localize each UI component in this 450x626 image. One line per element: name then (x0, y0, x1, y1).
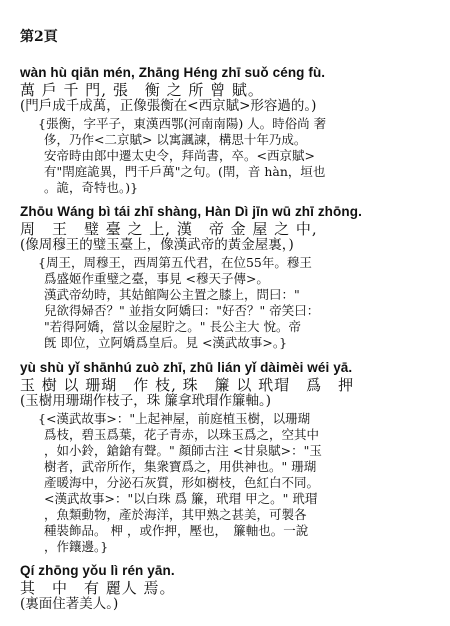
note-line: ，如小鈴，鎗鎗有聲。" 顏師古注 <甘泉賦>："玉 (44, 443, 322, 458)
translation-line-4: (裏面住著美人。) (20, 596, 119, 612)
page-number: 第2頁 (20, 29, 58, 45)
pinyin-line-2: Zhōu Wáng bì tái zhī shàng, Hàn Dì jīn wū zhī zhōng. (20, 204, 362, 219)
note-line: 樹者，武帝所作，集衆寶爲之，用供神也。" 珊瑚 (44, 459, 317, 474)
note-line: 產暖海中，分泌石灰質，形如樹枝，色紅白不同。 (44, 475, 320, 490)
note-line: "若得阿嬌，當以金屋貯之。" 長公主大 悅。帝 (44, 319, 301, 334)
note-line: ，作鑲邊。} (44, 539, 109, 554)
hanzi-line-4: 其 中 有 麗人 焉。 (20, 579, 176, 597)
pinyin-line-1: wàn hù qiān mén, Zhāng Héng zhī suǒ céng fù. (20, 65, 326, 80)
translation-line-3: (玉樹用珊瑚作枝子，珠 簾拿玳瑁作簾軸。) (20, 393, 272, 409)
note-line: 爲枝，碧玉爲葉，花子青赤，以珠玉爲之，空其中 (44, 427, 320, 442)
note-line: {周王，周穆王，西周第五代君，在位55年。穆王 (38, 255, 312, 270)
note-line: 。詭，奇特也。)} (44, 180, 139, 195)
translation-line-1: (門戶成千成萬，正像張衡在<西京賦>形容過的。) (20, 98, 317, 114)
pinyin-line-3: yù shù yǐ shānhú zuò zhī, zhū lián yǐ dàimèi wéi yā. (20, 360, 353, 375)
note-line: 種裝飾品。 柙 ，或作押，壓也， 簾軸也。一說 (44, 523, 309, 538)
note-line: 兒欲得婦否？" 並指女阿嬌曰："好否？" 帝笑曰： (44, 303, 320, 318)
translation-line-2: (像周穆王的璧玉臺上，像漢武帝的黃金屋裏，) (20, 237, 294, 253)
note-line: ，魚類動物，產於海洋，其甲熟之甚美，可製各 (44, 507, 307, 522)
note-line: 爲盛姬作重璧之臺，事見 <穆天子傳>。 (44, 271, 269, 286)
note-line: 旣 即位，立阿嬌爲皇后。見 <漢武故事>。} (44, 335, 288, 350)
note-line: {<漢武故事>："上起神屋，前庭植玉樹，以珊瑚 (38, 411, 311, 426)
note-line: 漢武帝幼時，其姑館陶公主置之膝上，問曰：" (44, 287, 300, 302)
pinyin-line-4: Qí zhōng yǒu lì rén yān. (20, 563, 175, 578)
note-line: 侈，乃作<二京賦> 以寓諷諫，構思十年乃成。 (44, 132, 307, 147)
hanzi-line-2: 周 王 璧 臺 之 上, 漢 帝 金 屋 之 中, (20, 220, 318, 238)
note-line: 有"閈庭詭異，門千戶萬"之句。(閈，音 hàn，垣也 (44, 164, 326, 179)
note-line: <漢武故事>："以白珠 爲 簾，玳瑁 甲之。" 玳瑁 (44, 491, 318, 506)
note-line: 安帝時由郎中遷太史令，拜尚書，卒。<西京賦> (44, 148, 315, 163)
note-line: {張衡，字平子，東漢西鄂(河南南陽) 人。時俗尚 奢 (38, 116, 327, 131)
hanzi-line-1: 萬 戶 千 門, 張 衡 之 所 曾 賦。 (20, 81, 264, 99)
hanzi-line-3: 玉 樹 以 珊瑚 作 枝, 珠 簾 以 玳瑁 爲 押 (20, 376, 355, 394)
